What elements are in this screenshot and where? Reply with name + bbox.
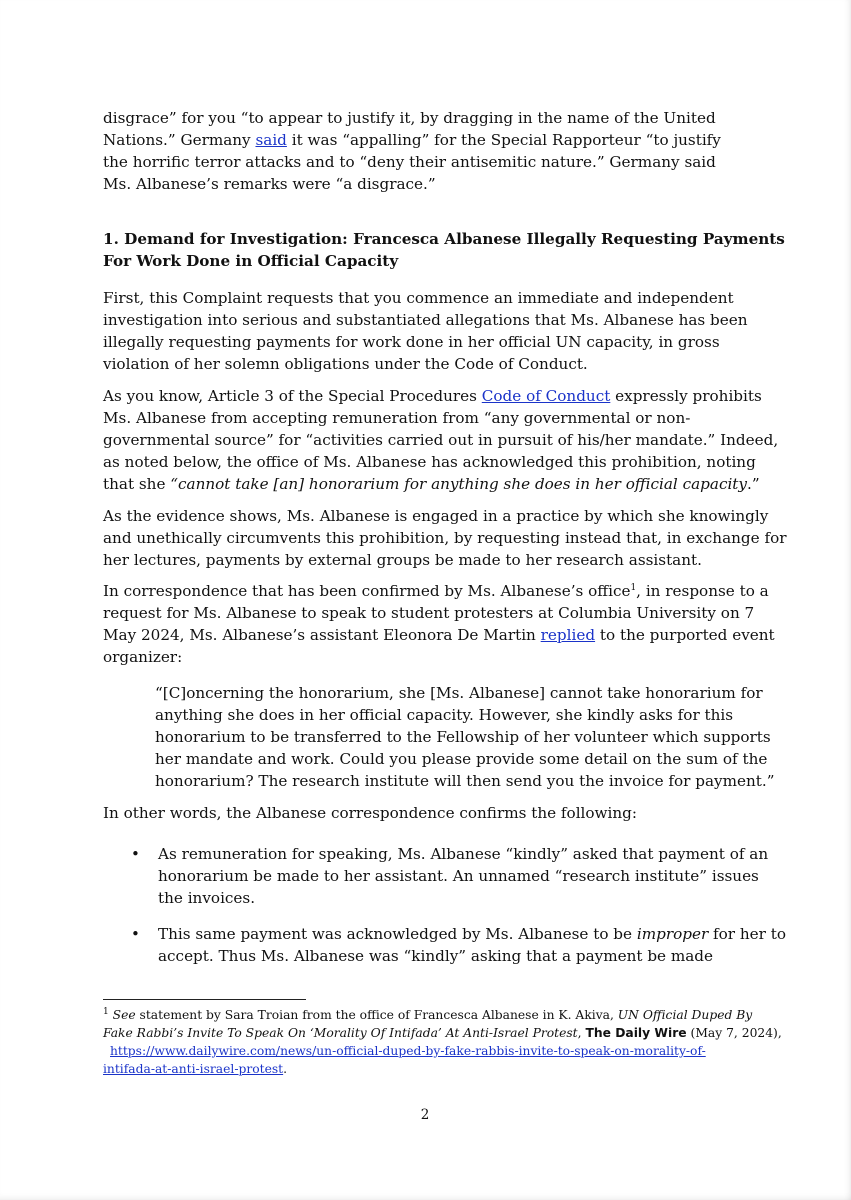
code-of-conduct-link[interactable]: Code of Conduct [481,387,611,405]
first-paragraph: First, this Complaint requests that you commence an immediate and independent investigation into serious and substantiated allegations that Ms. Albanese has been illegally requesting payments for work done in her official UN capacity, in gross violation of her solemn obligations under the Code of Conduct. [103,289,748,373]
bullet-item-1: As remuneration for speaking, Ms. Albanese “kindly” asked that payment of an honorarium be made to her assistant. An unnamed “research institute” issues the invoices. [158,845,769,907]
footnote-divider [103,999,306,1000]
text-line: disgrace” for you “to appear to justify it, by dragging in the name of the United [103,109,716,127]
evidence-paragraph: As the evidence shows, Ms. Albanese is engaged in a practice by which she knowingly and unethically circumvents this prohibition, by requesting instead that, in exchange for her lectures, payments by external groups be made to her research assistant. [103,507,787,569]
summary-intro: In other words, the Albanese correspondence confirms the following: [103,804,638,822]
footnote: $^1$ See statement by Sara Troian from the office of Francesca Albanese in K. Akiva, UN Official Duped By Fake Rabbi’s Invite To Speak On ‘Morality Of Intifada’ At Anti-Israel Protest, The Daily Wire (May 7, 2024), https://www.dailywire.com/news/un-official-duped-by-fake-rabbis-invite-to-speak-on-morality-of- intifada-at-anti-israel-protest. [103,1006,782,1076]
intro-paragraph [103,107,753,195]
article-paragraph: As you know, Article 3 of the Special Procedures Code of Conduct expressly prohibits Ms. Albanese from accepting remuneration from “any governmental or non- governmental source” for “activities carried out in pursuit of his/her mandate.” Indeed, as noted below, the office of Ms. Albanese has acknowledged this prohibition, noting that she “cannot take [an] honorarium for anything she does in her official capacity.” [103,387,779,493]
footnote-ref[interactable]: 1 [630,582,637,593]
section-heading: 1. Demand for Investigation: Francesca Albanese Illegally Requesting Payments For Work Done in Official Capacity [103,230,785,270]
footnote-url-link[interactable]: https://www.dailywire.com/news/un-official-duped-by-fake-rabbis-invite-to-speak-on-morality-of- [110,1044,706,1058]
footnote-url-link-cont[interactable]: intifada-at-anti-israel-protest [103,1062,284,1076]
text-line: Nations.” Germany said it was “appalling” for the Special Rapporteur “to justify [103,131,721,149]
said-link[interactable]: said [255,131,287,149]
text-line: the horrific terror attacks and to “deny their antisemitic nature.” Germany said [103,153,716,171]
block-quote: “[C]oncerning the honorarium, she [Ms. Albanese] cannot take honorarium for anything she does in her official capacity. However, she kindly asks for this honorarium to be transferred to the Fellowship of her volunteer which supports her mandate and work. Could you please provide some detail on the sum of the honorarium? The research institute will then send you the invoice for payment.” [155,684,775,790]
bullet-item-2: This same payment was acknowledged by Ms. Albanese to be improper for her to accept. Thus Ms. Albanese was “kindly” asking that a payment be made [158,925,786,965]
text-line: Ms. Albanese’s remarks were “a disgrace.” [103,175,436,193]
correspondence-paragraph: In correspondence that has been confirmed by Ms. Albanese’s office$^1$, in response to a request for Ms. Albanese to speak to student protesters at Columbia University on 7 May 2024, Ms. Albanese’s assistant Eleonora De Martin replied to the purported event organizer: [103,582,775,666]
bullet-icon: • [131,845,140,863]
replied-link[interactable]: replied [540,626,596,644]
page-number: 2 [420,1107,430,1123]
bullet-icon: • [131,925,140,943]
